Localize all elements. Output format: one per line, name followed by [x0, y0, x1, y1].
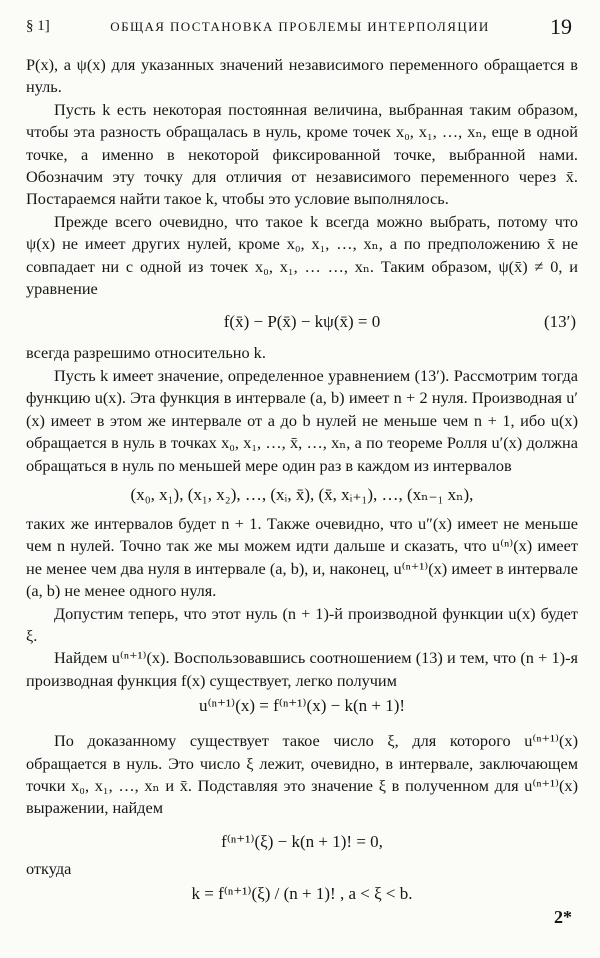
running-header	[26, 14, 574, 44]
paragraph: P(x), а ψ(x) для указанных значений независимого переменного обращается в нуль.	[26, 55, 578, 97]
paragraph: Пусть k имеет значение, определенное уравнением (13′). Рассмотрим тогда функцию u(x). Эта функция в интервале (a, b) имеет n + 2 нуля. Производная u′(x) имеет в этом же интервале от a до b нулей не меньше чем n + 1, ибо u(x) обращается в нуль в точках x₀, x₁, …, x̄, …, xₙ, а по теореме Ролля u′(x) должна обращаться в нуль по меньшей мере один раз в каждом из интервалов	[26, 365, 578, 475]
section-marker: § 1]	[26, 18, 50, 34]
paragraph: По доказанному существует такое число ξ, для которого u⁽ⁿ⁺¹⁾(x) обращается в нуль. Это число ξ лежит, очевидно, в интервале, заключающем точки x₀, x₁, …, xₙ и x̄. Подставляя это значение ξ в полученном для u⁽ⁿ⁺¹⁾(x) выражении, найдем	[26, 731, 578, 818]
signature-mark: 2*	[554, 907, 572, 927]
paragraph: всегда разрешимо относительно k.	[26, 343, 266, 363]
interval-list: (x₀, x₁), (x₁, x₂), …, (xᵢ, x̄), (x̄, xᵢ₊₁), …, (xₙ₋₁ xₙ),	[130, 484, 474, 504]
running-title: ОБЩАЯ ПОСТАНОВКА ПРОБЛЕМЫ ИНТЕРПОЛЯЦИИ	[110, 19, 490, 34]
paragraph: Пусть k есть некоторая постоянная величина, выбранная таким образом, чтобы эта разность обращалась в нуль, кроме точек x₀, x₁, …, xₙ, еще в одной точке, а именно в некоторой фиксированной точке, выбранной нами. Обозначим эту точку для отличия от независимого переменного через x̄. Постараемся найти такое k, чтобы это условие выполнялось.	[26, 99, 578, 209]
equation-body: f(x̄) − P(x̄) − kψ(x̄) = 0	[223, 312, 381, 332]
page-body	[26, 54, 578, 904]
paragraph: откуда	[26, 858, 72, 878]
k-result-equation: k = f⁽ⁿ⁺¹⁾(ξ) / (n + 1)! , a < ξ < b.	[191, 884, 413, 904]
paragraph: Прежде всего очевидно, что такое k всегда можно выбрать, потому что ψ(x) не имеет других нулей, кроме x₀, x₁, …, xₙ, а по предположению x̄ не совпадает ни с одной из точек x₀, x₁, … …, xₙ. Таким образом, ψ(x̄) ≠ 0, и уравнение	[26, 211, 578, 299]
page-number: 19	[550, 14, 572, 39]
paragraph: Найдем u⁽ⁿ⁺¹⁾(x). Воспользовавшись соотношением (13) и тем, что (n + 1)-я производная функция f(x) существует, легко получим	[26, 648, 578, 690]
equation-13-prime	[26, 312, 578, 332]
paragraph: Допустим теперь, что этот нуль (n + 1)-й производной функции u(x) будет ξ.	[26, 603, 578, 645]
equation-number: (13′)	[543, 312, 576, 332]
paragraph: таких же интервалов будет n + 1. Также очевидно, что u″(x) имеет не меньше чем n нулей. Точно так же мы можем идти дальше и сказать, что u⁽ⁿ⁾(x) имеет не менее чем два нуля в интервале (a, b), и, наконец, u⁽ⁿ⁺¹⁾(x) имеет в интервале (a, b) не менее одного нуля.	[26, 513, 578, 601]
derivative-equation: u⁽ⁿ⁺¹⁾(x) = f⁽ⁿ⁺¹⁾(x) − k(n + 1)!	[198, 696, 406, 716]
zero-equation: f⁽ⁿ⁺¹⁾(ξ) − k(n + 1)! = 0,	[221, 831, 383, 851]
